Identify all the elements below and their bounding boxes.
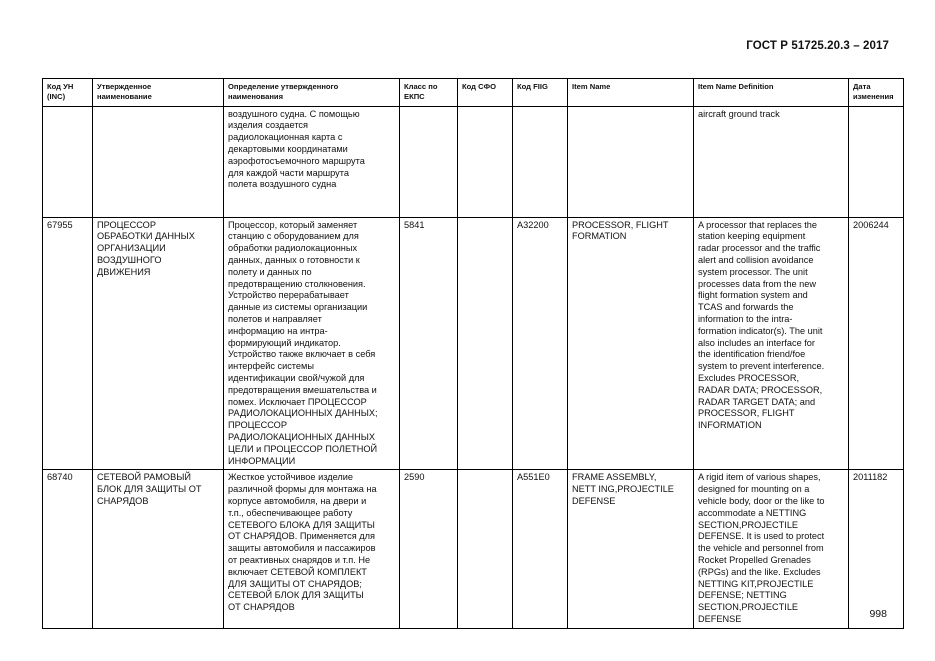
table-row — [43, 470, 904, 628]
cell-ekps-class: 5841 — [400, 217, 458, 470]
col-header-inc: Код УН (INC) — [43, 79, 93, 107]
cell-definition-ru: Процессор, который заменяет станцию с оборудованием для обработки радиолокационных данных, данных о готовности к полету и данных по предотвращению столкновения. Устройство перерабатывает данные из системы организации полетов и направляет информацию на интра- формирующий индикатор. Устройство также включает в себя интерфейс системы идентификации свой/чужой для предотвращения вмешательства и помех. Исключает ПРОЦЕССОР РАДИОЛОКАЦИОННЫХ ДАННЫХ; ПРОЦЕССОР РАДИОЛОКАЦИОННЫХ ДАННЫХ ЦЕЛИ и ПРОЦЕССОР ПОЛЕТНОЙ ИНФОРМАЦИИ — [224, 217, 400, 470]
col-header-sfo-code: Код СФО — [458, 79, 513, 107]
cell-item-name: FRAME ASSEMBLY, NETT ING,PROJECTILE DEFENSE — [568, 470, 694, 628]
cell-definition-ru: Жесткое устойчивое изделие различной формы для монтажа на корпусе автомобиля, на двери и т.п., обеспечивающее работу СЕТЕВОГО БЛОКА ДЛЯ ЗАЩИТЫ ОТ СНАРЯДОВ. Применяется для защиты автомобиля и пассажиров от реактивных снарядов и т.п. Не включает СЕТЕВОЙ КОМПЛЕКТ ДЛЯ ЗАЩИТЫ ОТ СНАРЯДОВ; СЕТЕВОЙ БЛОК ДЛЯ ЗАЩИТЫ ОТ СНАРЯДОВ — [224, 470, 400, 628]
cell-item-definition: aircraft ground track — [694, 106, 849, 217]
cell-item-definition: A processor that replaces the station keeping equipment radar processor and the traffic alert and collision avoidance system processor. The unit processes data from the new flight formation system and TCAS and forwards the information to the intra- formation indicator(s). The unit also includes an interface for the identification friend/foe system to prevent interference. Excludes PROCESSOR, RADAR DATA; PROCESSOR, RADAR TARGET DATA; and PROCESSOR, FLIGHT INFORMATION — [694, 217, 849, 470]
col-header-approved-name: Утвержденное наименование — [93, 79, 224, 107]
cell-change-date: 2006244 — [849, 217, 904, 470]
cell-approved-name: ПРОЦЕССОР ОБРАБОТКИ ДАННЫХ ОРГАНИЗАЦИИ ВОЗДУШНОГО ДВИЖЕНИЯ — [93, 217, 224, 470]
table-row — [43, 217, 904, 470]
cell-ekps-class — [400, 106, 458, 217]
cell-sfo-code — [458, 217, 513, 470]
cell-sfo-code — [458, 106, 513, 217]
cell-change-date: 2011182 — [849, 470, 904, 628]
cell-fiig-code: A32200 — [513, 217, 568, 470]
document-number: ГОСТ Р 51725.20.3 – 2017 — [746, 40, 889, 52]
cell-item-name: PROCESSOR, FLIGHT FORMATION — [568, 217, 694, 470]
cell-fiig-code — [513, 106, 568, 217]
col-header-item-name: Item Name — [568, 79, 694, 107]
cell-change-date — [849, 106, 904, 217]
cell-approved-name: СЕТЕВОЙ РАМОВЫЙ БЛОК ДЛЯ ЗАЩИТЫ ОТ СНАРЯДОВ — [93, 470, 224, 628]
col-header-ekps-class: Класс по ЕКПС — [400, 79, 458, 107]
cell-sfo-code — [458, 470, 513, 628]
table-row-continuation — [43, 106, 904, 217]
col-header-fiig-code: Код FIIG — [513, 79, 568, 107]
cell-inc — [43, 106, 93, 217]
cell-approved-name — [93, 106, 224, 217]
cell-fiig-code: A551E0 — [513, 470, 568, 628]
col-header-change-date: Дата изменения — [849, 79, 904, 107]
cell-item-name — [568, 106, 694, 217]
table-header-row — [43, 79, 904, 107]
cell-definition-ru: воздушного судна. С помощью изделия создается радиолокационная карта с декартовыми координатами аэрофотосъемочного маршрута для каждой части маршрута полета воздушного судна — [224, 106, 400, 217]
cell-inc: 67955 — [43, 217, 93, 470]
catalog-table — [42, 78, 904, 629]
page-number: 998 — [869, 608, 887, 620]
cell-inc: 68740 — [43, 470, 93, 628]
col-header-definition-ru: Определение утвержденного наименования — [224, 79, 400, 107]
cell-ekps-class: 2590 — [400, 470, 458, 628]
cell-item-definition: A rigid item of various shapes, designed for mounting on a vehicle body, door or the like to accommodate a NETTING SECTION,PROJECTILE DEFENSE. It is used to protect the vehicle and personnel from Rocket Propelled Grenades (RPGs) and the like. Excludes NETTING KIT,PROJECTILE DEFENSE; NETTING SECTION,PROJECTILE DEFENSE — [694, 470, 849, 628]
col-header-item-definition: Item Name Definition — [694, 79, 849, 107]
